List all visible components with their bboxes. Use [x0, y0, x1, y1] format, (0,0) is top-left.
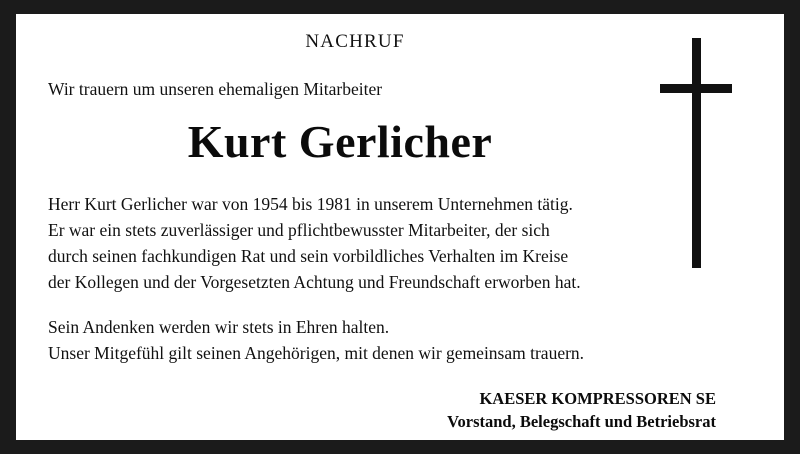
body-paragraph-2 — [48, 315, 634, 367]
paragraph-spacer — [48, 296, 634, 315]
body-line: Er war ein stets zuverlässiger und pflichtbewusster Mitarbeiter, der sich — [48, 220, 550, 241]
body-line: Unser Mitgefühl gilt seinen Angehörigen, mit denen wir gemeinsam trauern. — [48, 342, 585, 363]
cross-horizontal-bar — [660, 84, 732, 93]
intro-text: Wir trauern um unseren ehemaligen Mitarbeiter — [48, 79, 383, 99]
page-title: NACHRUF — [305, 31, 405, 52]
obituary-notice — [16, 14, 784, 440]
cross-vertical-bar — [692, 38, 701, 268]
signature-subtitle: Vorstand, Belegschaft und Betriebsrat — [447, 412, 716, 432]
body-line: der Kollegen und der Vorgesetzten Achtung und Freundschaft erworben hat. — [48, 271, 581, 292]
body-line: durch seinen fachkundigen Rat und sein vorbildliches Verhalten im Kreise — [48, 246, 569, 267]
body-line: Herr Kurt Gerlicher war von 1954 bis 1981 in unserem Unternehmen tätig. — [48, 194, 573, 215]
signature-block — [16, 387, 784, 434]
cross-icon — [660, 38, 732, 268]
body-line: Sein Andenken werden wir stets in Ehren halten. — [48, 316, 390, 337]
deceased-name: Kurt Gerlicher — [187, 116, 493, 167]
signature-company: KAESER KOMPRESSOREN SE — [479, 388, 716, 408]
body-paragraph-1 — [48, 192, 634, 296]
